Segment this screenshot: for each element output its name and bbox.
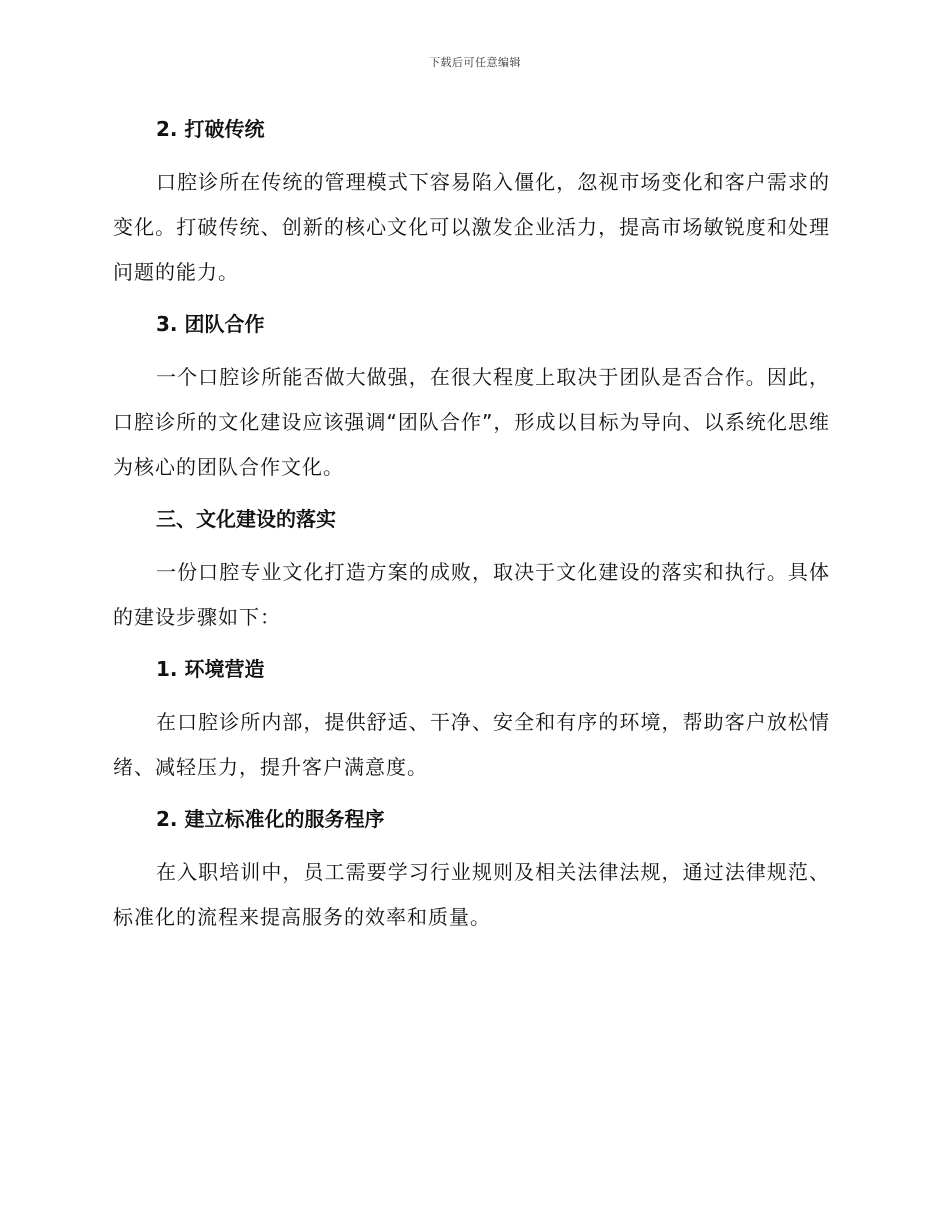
paragraph-implementation: 一份口腔专业文化打造方案的成败，取决于文化建设的落实和执行。具体的建设步骤如下： xyxy=(113,560,830,629)
section-heading-environment: 1. 环境营造 xyxy=(156,657,265,681)
paragraph-break-tradition: 口腔诊所在传统的管理模式下容易陷入僵化，忽视市场变化和客户需求的变化。打破传统、创新的核心文化可以激发企业活力，提高市场敏锐度和处理问题的能力。 xyxy=(113,170,830,284)
paragraph-standard-service: 在入职培训中，员工需要学习行业规则及相关法律法规，通过法律规范、标准化的流程来提高服务的效率和质量。 xyxy=(113,860,830,929)
section-heading-break-tradition: 2. 打破传统 xyxy=(156,117,265,141)
section-heading-teamwork: 3. 团队合作 xyxy=(156,312,265,336)
paragraph-teamwork: 一个口腔诊所能否做大做强，在很大程度上取决于团队是否合作。因此，口腔诊所的文化建设应该强调“团队合作”，形成以目标为导向、以系统化思维为核心的团队合作文化。 xyxy=(113,365,830,479)
paragraph-environment: 在口腔诊所内部，提供舒适、干净、安全和有序的环境，帮助客户放松情绪、减轻压力，提升客户满意度。 xyxy=(113,710,830,779)
section-heading-standard-service: 2. 建立标准化的服务程序 xyxy=(156,807,385,831)
chapter-heading-implementation: 三、文化建设的落实 xyxy=(156,507,336,531)
page-header: 下载后可任意编辑 xyxy=(429,56,521,69)
document-body xyxy=(113,112,830,952)
